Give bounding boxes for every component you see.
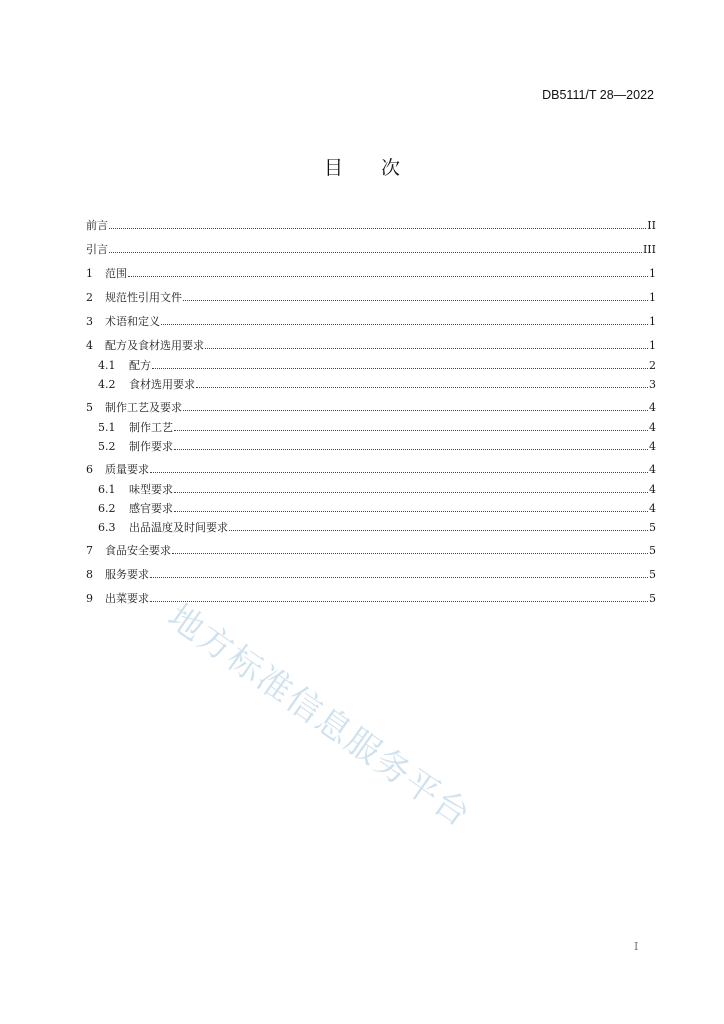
toc-entry-label: 术语和定义 — [105, 315, 160, 328]
toc-entry-label: 制作工艺 — [129, 421, 173, 434]
toc-entry-8[interactable] — [86, 567, 656, 581]
toc-entry-7[interactable] — [86, 543, 656, 557]
leader-dots — [183, 299, 648, 301]
toc-entry-number: 4.2 — [98, 378, 116, 391]
toc-entry-5[interactable] — [86, 400, 656, 414]
leader-dots — [174, 510, 648, 512]
title-char-left: 目 — [323, 157, 343, 179]
leader-dots — [183, 409, 648, 411]
toc-entry-4[interactable] — [86, 338, 656, 352]
leader-dots — [174, 491, 648, 493]
toc-entry-5-1[interactable] — [98, 420, 656, 434]
toc-entry-label: 质量要求 — [105, 463, 149, 476]
toc-entry-4-2[interactable] — [98, 377, 656, 391]
toc-page-number: 1 — [649, 315, 656, 328]
leader-dots — [172, 552, 648, 554]
leader-dots — [109, 251, 642, 253]
toc-entry-label: 制作工艺及要求 — [105, 401, 182, 414]
toc-entry-introduction[interactable] — [86, 242, 656, 256]
toc-entry-label: 范围 — [105, 267, 127, 280]
toc-page-number: 2 — [649, 359, 656, 372]
toc-page-number: 4 — [649, 483, 656, 496]
toc-entry-number: 4 — [86, 339, 93, 352]
toc-entry-label: 感官要求 — [129, 502, 173, 515]
toc-entry-label: 食材选用要求 — [129, 378, 195, 391]
toc-entry-label: 配方 — [129, 359, 151, 372]
leader-dots — [174, 448, 648, 450]
page-number: I — [634, 940, 639, 953]
toc-page-number: 5 — [649, 544, 656, 557]
toc-entry-preface[interactable] — [86, 218, 656, 232]
toc-page-number: 5 — [649, 568, 656, 581]
toc-page-number: 5 — [649, 521, 656, 534]
toc-entry-label: 引言 — [86, 243, 108, 256]
toc-entry-6-2[interactable] — [98, 501, 656, 515]
toc-entry-number: 2 — [86, 291, 93, 304]
toc-entry-6-1[interactable] — [98, 482, 656, 496]
toc-page-number: 4 — [649, 463, 656, 476]
watermark: 地方标准信息服务平台 — [160, 596, 479, 836]
toc-page-number: 4 — [649, 502, 656, 515]
toc-page-number: 4 — [649, 421, 656, 434]
toc-entry-label: 规范性引用文件 — [105, 291, 182, 304]
toc-entry-label: 制作要求 — [129, 440, 173, 453]
toc-entry-number: 8 — [86, 568, 93, 581]
toc-entry-number: 5.1 — [98, 421, 116, 434]
toc-page-number: 5 — [649, 592, 656, 605]
toc-page-number: 1 — [649, 291, 656, 304]
toc-entry-label: 味型要求 — [129, 483, 173, 496]
toc-entry-label: 出菜要求 — [105, 592, 149, 605]
toc-entry-5-2[interactable] — [98, 439, 656, 453]
toc-entry-label: 服务要求 — [105, 568, 149, 581]
leader-dots — [161, 323, 648, 325]
toc-entry-number: 4.1 — [98, 359, 116, 372]
toc-page-number: 4 — [649, 440, 656, 453]
toc-entry-label: 前言 — [86, 219, 108, 232]
toc-entry-number: 6.2 — [98, 502, 116, 515]
leader-dots — [196, 386, 648, 388]
toc-entry-3[interactable] — [86, 314, 656, 328]
toc-page-number: 3 — [649, 378, 656, 391]
toc-page-number: II — [647, 219, 656, 232]
toc-entry-1[interactable] — [86, 266, 656, 280]
toc-page-number: 1 — [649, 267, 656, 280]
toc-entry-number: 1 — [86, 267, 93, 280]
toc-page-number: 1 — [649, 339, 656, 352]
leader-dots — [109, 227, 646, 229]
toc-entry-number: 6.3 — [98, 521, 116, 534]
toc-entry-number: 5.2 — [98, 440, 116, 453]
toc-entry-number: 6.1 — [98, 483, 116, 496]
toc-entry-6[interactable] — [86, 462, 656, 476]
toc-entry-label: 出品温度及时间要求 — [129, 521, 228, 534]
toc-entry-label: 配方及食材选用要求 — [105, 339, 204, 352]
toc-entry-6-3[interactable] — [98, 520, 656, 534]
toc-entry-9[interactable] — [86, 591, 656, 605]
toc-entry-number: 7 — [86, 544, 93, 557]
leader-dots — [205, 347, 648, 349]
leader-dots — [128, 275, 648, 277]
title-char-right: 次 — [381, 157, 401, 179]
toc-entry-label: 食品安全要求 — [105, 544, 171, 557]
toc-entry-number: 3 — [86, 315, 93, 328]
leader-dots — [152, 367, 648, 369]
toc-page-number: III — [642, 243, 656, 256]
toc-entry-number: 9 — [86, 592, 93, 605]
leader-dots — [174, 429, 648, 431]
leader-dots — [150, 600, 648, 602]
page-title — [0, 153, 724, 180]
toc-entry-4-1[interactable] — [98, 358, 656, 372]
toc-page-number: 4 — [649, 401, 656, 414]
leader-dots — [150, 576, 648, 578]
toc-entry-number: 5 — [86, 401, 93, 414]
leader-dots — [150, 471, 648, 473]
leader-dots — [229, 529, 648, 531]
document-code: DB5111/T 28—2022 — [542, 88, 654, 102]
toc-entry-2[interactable] — [86, 290, 656, 304]
toc-entry-number: 6 — [86, 463, 93, 476]
